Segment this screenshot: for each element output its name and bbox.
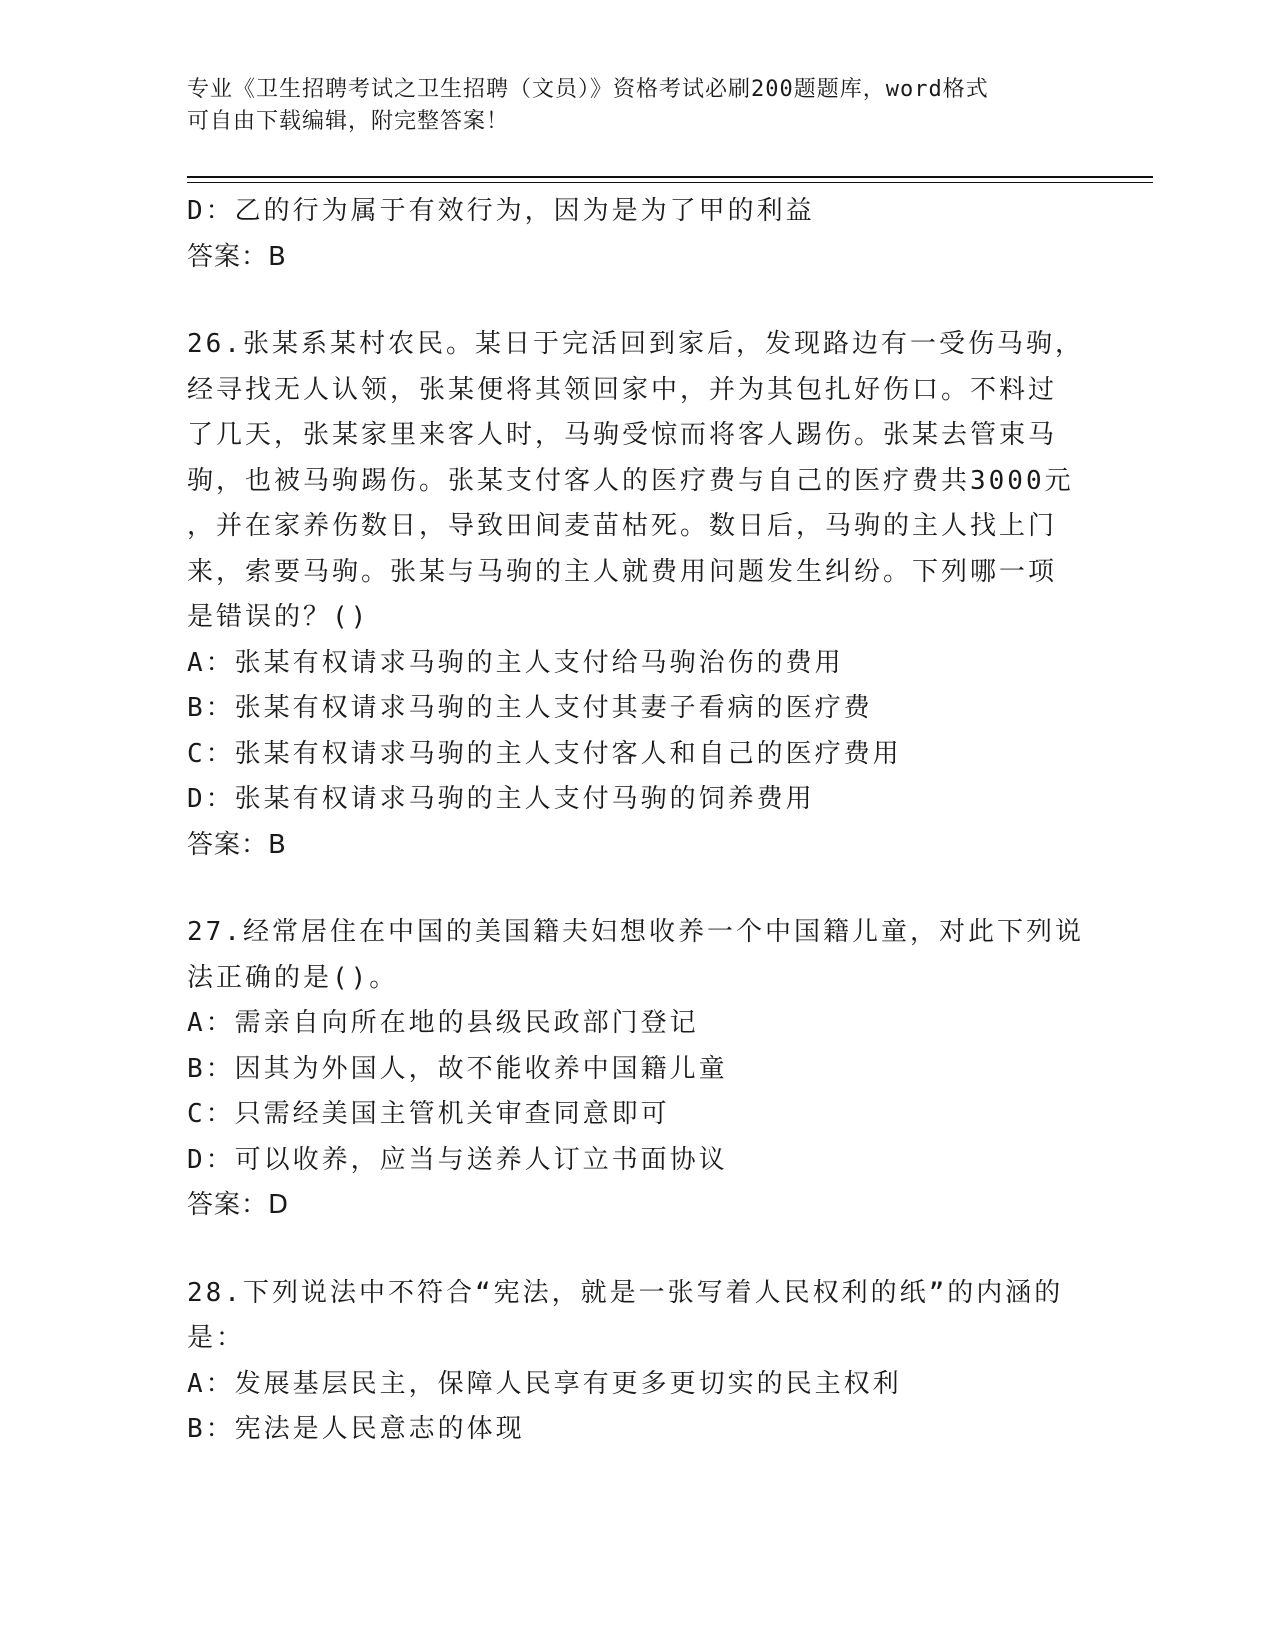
document-body	[187, 189, 1087, 1453]
option-d: D：张某有权请求马驹的主人支付马驹的饲养费用	[187, 784, 815, 814]
header-title-line-2: 可自由下载编辑，附完整答案！	[187, 109, 510, 134]
question-25-tail	[187, 189, 1087, 280]
option-a: A：需亲自向所在地的县级民政部门登记	[187, 1008, 699, 1038]
document-header	[187, 74, 1067, 138]
header-divider-thin	[187, 182, 1153, 183]
option-a: A：张某有权请求马驹的主人支付给马驹治伤的费用	[187, 647, 844, 678]
question-26	[187, 322, 1087, 868]
spacer	[187, 868, 1087, 910]
question-stem-line: 来，索要马驹。张某与马驹的主人就费用问题发生纠纷。下列哪一项	[187, 556, 1058, 587]
header-divider-thick	[187, 176, 1153, 178]
question-stem-line: 了几天，张某家里来客人时，马驹受惊而将客人踢伤。张某去管束马	[187, 420, 1058, 450]
answer-line: 答案：D	[187, 1190, 290, 1220]
spacer	[187, 1229, 1087, 1271]
question-stem-line: 法正确的是()。	[187, 962, 399, 993]
spacer	[187, 280, 1087, 322]
question-27	[187, 910, 1087, 1229]
option-b: B：宪法是人民意志的体现	[187, 1414, 525, 1444]
option-a: A：发展基层民主，保障人民享有更多更切实的民主权利	[187, 1368, 902, 1399]
answer-line: 答案：B	[187, 241, 287, 272]
question-stem-line: 是错误的？()	[187, 602, 370, 632]
option-c: C：只需经美国主管机关审查同意即可	[187, 1099, 670, 1129]
option-b: B：因其为外国人，故不能收养中国籍儿童	[187, 1053, 728, 1084]
option-d: D：乙的行为属于有效行为，因为是为了甲的利益	[187, 196, 815, 226]
question-28	[187, 1271, 1087, 1453]
question-stem-line: 经寻找无人认领，张某便将其领回家中，并为其包扎好伤口。不料过	[187, 374, 1058, 405]
question-stem-line: 28.下列说法中不符合“宪法，就是一张写着人民权利的纸”的内涵的	[187, 1277, 1064, 1308]
question-stem-line: 27.经常居住在中国的美国籍夫妇想收养一个中国籍儿童，对此下列说	[187, 917, 1084, 947]
answer-line: 答案：B	[187, 829, 287, 860]
question-stem-line: 是：	[187, 1323, 246, 1353]
question-stem-line: ，并在家养伤数日，导致田间麦苗枯死。数日后，马驹的主人找上门	[187, 511, 1058, 541]
option-b: B：张某有权请求马驹的主人支付其妻子看病的医疗费	[187, 693, 873, 723]
question-stem-line: 26.张某系某村农民。某日于完活回到家后，发现路边有一受伤马驹，	[187, 329, 1084, 359]
question-stem-line: 驹，也被马驹踢伤。张某支付客人的医疗费与自己的医疗费共3000元	[187, 465, 1074, 496]
option-c: C：张某有权请求马驹的主人支付客人和自己的医疗费用	[187, 738, 902, 769]
option-d: D：可以收养，应当与送养人订立书面协议	[187, 1144, 728, 1175]
header-title-line-1: 专业《卫生招聘考试之卫生招聘（文员）》资格考试必刷200题题库，word格式	[187, 77, 989, 102]
